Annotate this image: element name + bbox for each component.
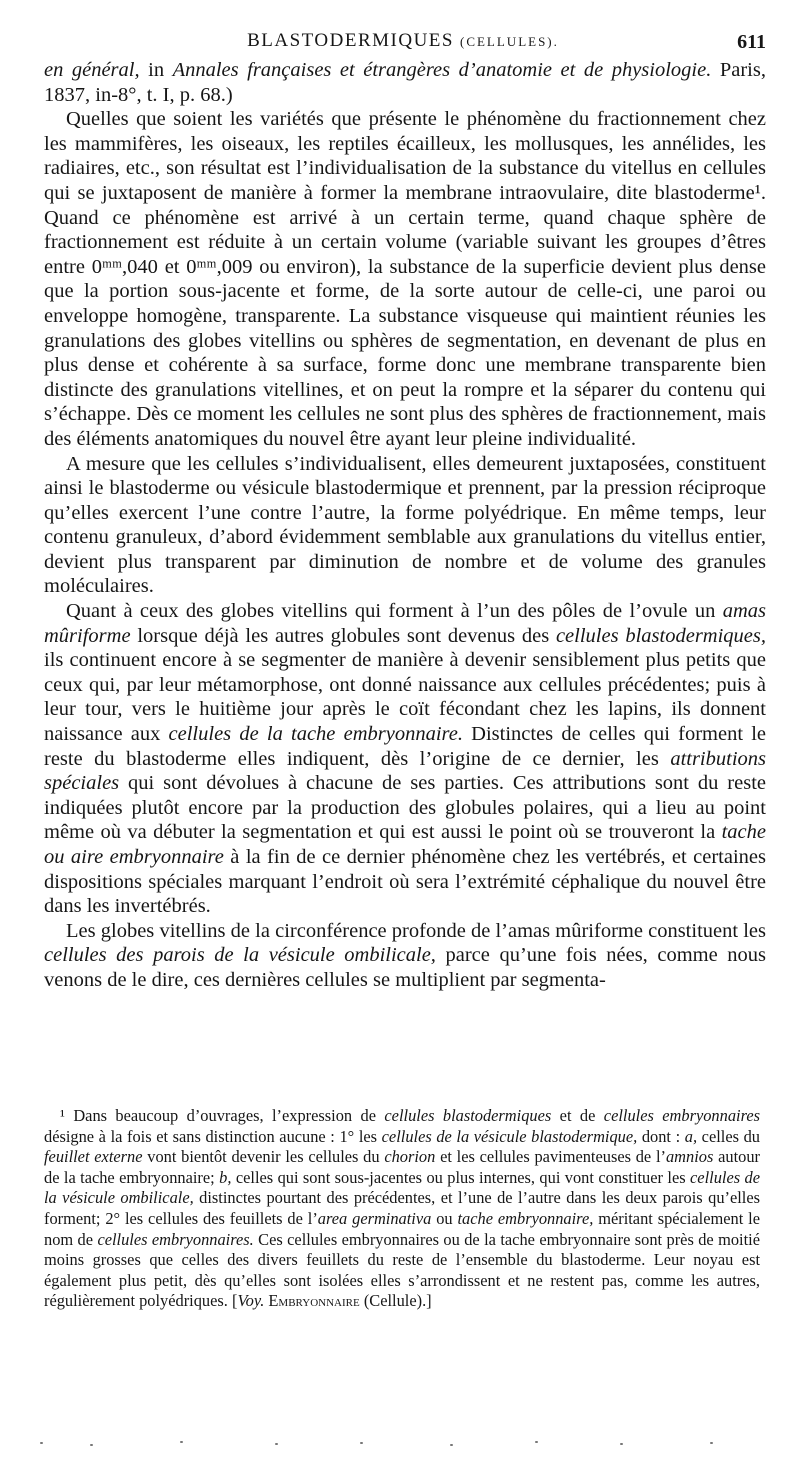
text-segment: à la fin de ce dernier phénomène chez les vertébrés, et certaines dispositions spéciales marquant l’endroit où sera l’extrémité céphalique du nouvel être dans les invertébrés. <box>44 846 766 918</box>
text-segment: Paris, 1837, in-8°, t. I, p. 68.) <box>44 59 766 106</box>
italic-text: attributions spéciales <box>44 747 766 795</box>
italic-text: cellules de la vésicule blastodermique, <box>381 1126 638 1146</box>
italic-text: cellules blastodermiques, <box>555 624 766 647</box>
text-segment: vont bientôt devenir les cellules du <box>142 1147 385 1167</box>
italic-text: amas mûriforme <box>44 600 766 647</box>
text-segment: Distinctes de celles qui forment le reste du blastoderme elles indiquent, dès l’origine de ce dernier, les <box>44 723 766 770</box>
text-segment: A mesure que les cellules s’individualisent, elles demeurent juxtaposées, constituent ainsi le blastoderme ou vésicule blastodermique et prennent, par la pression réciproque qu’elles exercent l’une contre l’autre, la forme polyédrique. En même temps, leur contenu granuleux, d’abord évidemment semblable aux granulations du vitellus entier, devient plus transparent par diminution de nombre et de volume des granules moléculaires. <box>44 452 766 598</box>
text-segment: dont : <box>637 1126 685 1146</box>
scan-specks <box>30 1440 770 1460</box>
footnotes <box>44 1106 760 1312</box>
text-segment: celles qui sont sous-jacentes ou plus internes, qui vont constituer les <box>231 1167 691 1187</box>
paragraph-2 <box>44 107 766 451</box>
italic-text: cellules de la vésicule ombilicale, <box>44 1167 760 1208</box>
italic-text: cellules embryonnaires. <box>97 1229 254 1249</box>
text-segment: désigne à la fois et sans distinction aucune : 1° les <box>44 1126 382 1146</box>
text-segment: ou <box>431 1208 458 1228</box>
text-segment: parce qu’une fois nées, comme nous venons de le dire, ces dernières cellules se multiplient par segmenta- <box>44 944 766 991</box>
italic-text: Annales françaises et étrangères d’anatomie et de physiologie. <box>172 59 712 81</box>
text-segment: et de <box>551 1106 604 1125</box>
paragraph-5 <box>44 919 766 993</box>
italic-text: feuillet externe <box>44 1147 143 1167</box>
running-title-main: BLASTODERMIQUES <box>247 30 454 51</box>
paragraph-1 <box>44 58 766 107</box>
text-segment: ils continuent encore à se segmenter de manière à devenir sensiblement plus petits que ceux qui, par leur métamorphose, ont donné naissance aux cellules précédentes; puis à leur tour, vers le huitième jour après le coït fécondant chez les lapins, ils donnent naissance aux <box>44 649 766 746</box>
text-segment: celles du <box>697 1126 760 1146</box>
text-segment: Embryonnaire <box>268 1291 360 1311</box>
text-segment: Quelles que soient les variétés que présente le phénomène du fractionnement chez les mammifères, les oiseaux, les reptiles écailleux, les mollusques, les annélides, les radiaires, etc., son résultat est l’individualisation de la substance du vitellus en cellules qui se juxtaposent de manière à former la membrane intraovulaire, dite blastoderme¹. Quand ce phénomène est arrivé à un certain terme, quand chaque sphère de fractionnement est réduite à un certain volume (variable suivant les groupes d’êtres entre 0ᵐᵐ,040 et 0ᵐᵐ,009 ou environ), la substance de la superficie devient plus dense que la portion sous-jacente et forme, de la sorte autour de celle-ci, une paroi ou enveloppe homogène, transparente. La substance visqueuse qui maintient réunies les granulations des globes vitellins ou sphères de segmentation, en devenant de plus en plus dense et cohérente à sa surface, forme donc une membrane transparente bien distincte des granulations vitellines, et on peut la rompre et la séparer du contenu qui s’échappe. Dès ce moment les cellules ne sont plus des sphères de fractionnement, mais des éléments anatomiques du nouvel être ayant leur pleine individualité. <box>44 108 766 450</box>
footnote-1 <box>44 1106 760 1312</box>
text-segment: méritant spécialement le nom de <box>44 1208 760 1249</box>
italic-text: cellules des parois de la vésicule ombilicale, <box>44 944 436 967</box>
page-number: 611 <box>737 31 766 53</box>
text-segment: qui sont dévolues à chacune de ses parties. Ces attributions sont du reste indiquées plutôt encore par la production des globules polaires, qui a lieu au point même où va débuter la segmentation et qui est aussi le point où se trouveront la <box>44 772 766 844</box>
text-segment: in <box>139 59 173 81</box>
italic-text: tache embryonnaire, <box>457 1208 594 1228</box>
italic-text: cellules embryonnaires <box>603 1106 760 1125</box>
italic-text: b, <box>219 1167 232 1187</box>
text-segment: ¹ Dans beaucoup d’ouvrages, l’expression de <box>60 1106 385 1125</box>
italic-text: area germinativa <box>317 1208 432 1228</box>
paragraph-4 <box>44 599 766 919</box>
text-segment: et les cellules pavimenteuses de l’ <box>435 1147 666 1167</box>
running-head <box>40 30 766 56</box>
italic-text: tache ou aire embryonnaire <box>44 821 766 868</box>
italic-text: amnios <box>665 1147 714 1167</box>
text-segment: Ces cellules embryonnaires ou de la tache embryonnaire sont près de moitié moins grosses que celles des divers feuillets du reste de l’ensemble du blastoderme. Leur noyau est également plus petit, dès qu’elles sont isolées elles s’arrondissent et ne restent pas, comme les autres, régulièrement polyédriques. [ <box>44 1229 760 1311</box>
text-segment: Les globes vitellins de la circonférence profonde de l’amas mûriforme constituent les <box>66 919 766 942</box>
running-title <box>40 30 766 52</box>
text-segment: Quant à ceux des globes vitellins qui forment à l’un des pôles de l’ovule un <box>66 600 723 623</box>
text-segment: autour de la tache embryonnaire; <box>44 1147 760 1187</box>
italic-text: cellules blastodermiques <box>384 1106 552 1125</box>
italic-text: cellules de la tache embryonnaire. <box>168 723 463 746</box>
paragraph-3 <box>44 452 766 600</box>
running-title-sub: (CELLULES). <box>459 34 559 49</box>
italic-text: Voy. <box>237 1291 265 1311</box>
italic-text: a, <box>684 1126 698 1146</box>
italic-text: en général, <box>44 59 140 81</box>
italic-text: chorion <box>384 1147 436 1167</box>
text-segment: (Cellule).] <box>359 1291 432 1311</box>
text-segment: lorsque déjà les autres globules sont devenus des <box>130 624 556 647</box>
body-text <box>44 58 766 993</box>
text-segment: distinctes pourtant des précédentes, et l’une de l’autre dans les deux parois qu’elles forment; 2° les cellules des feuillets de l’ <box>44 1188 761 1228</box>
